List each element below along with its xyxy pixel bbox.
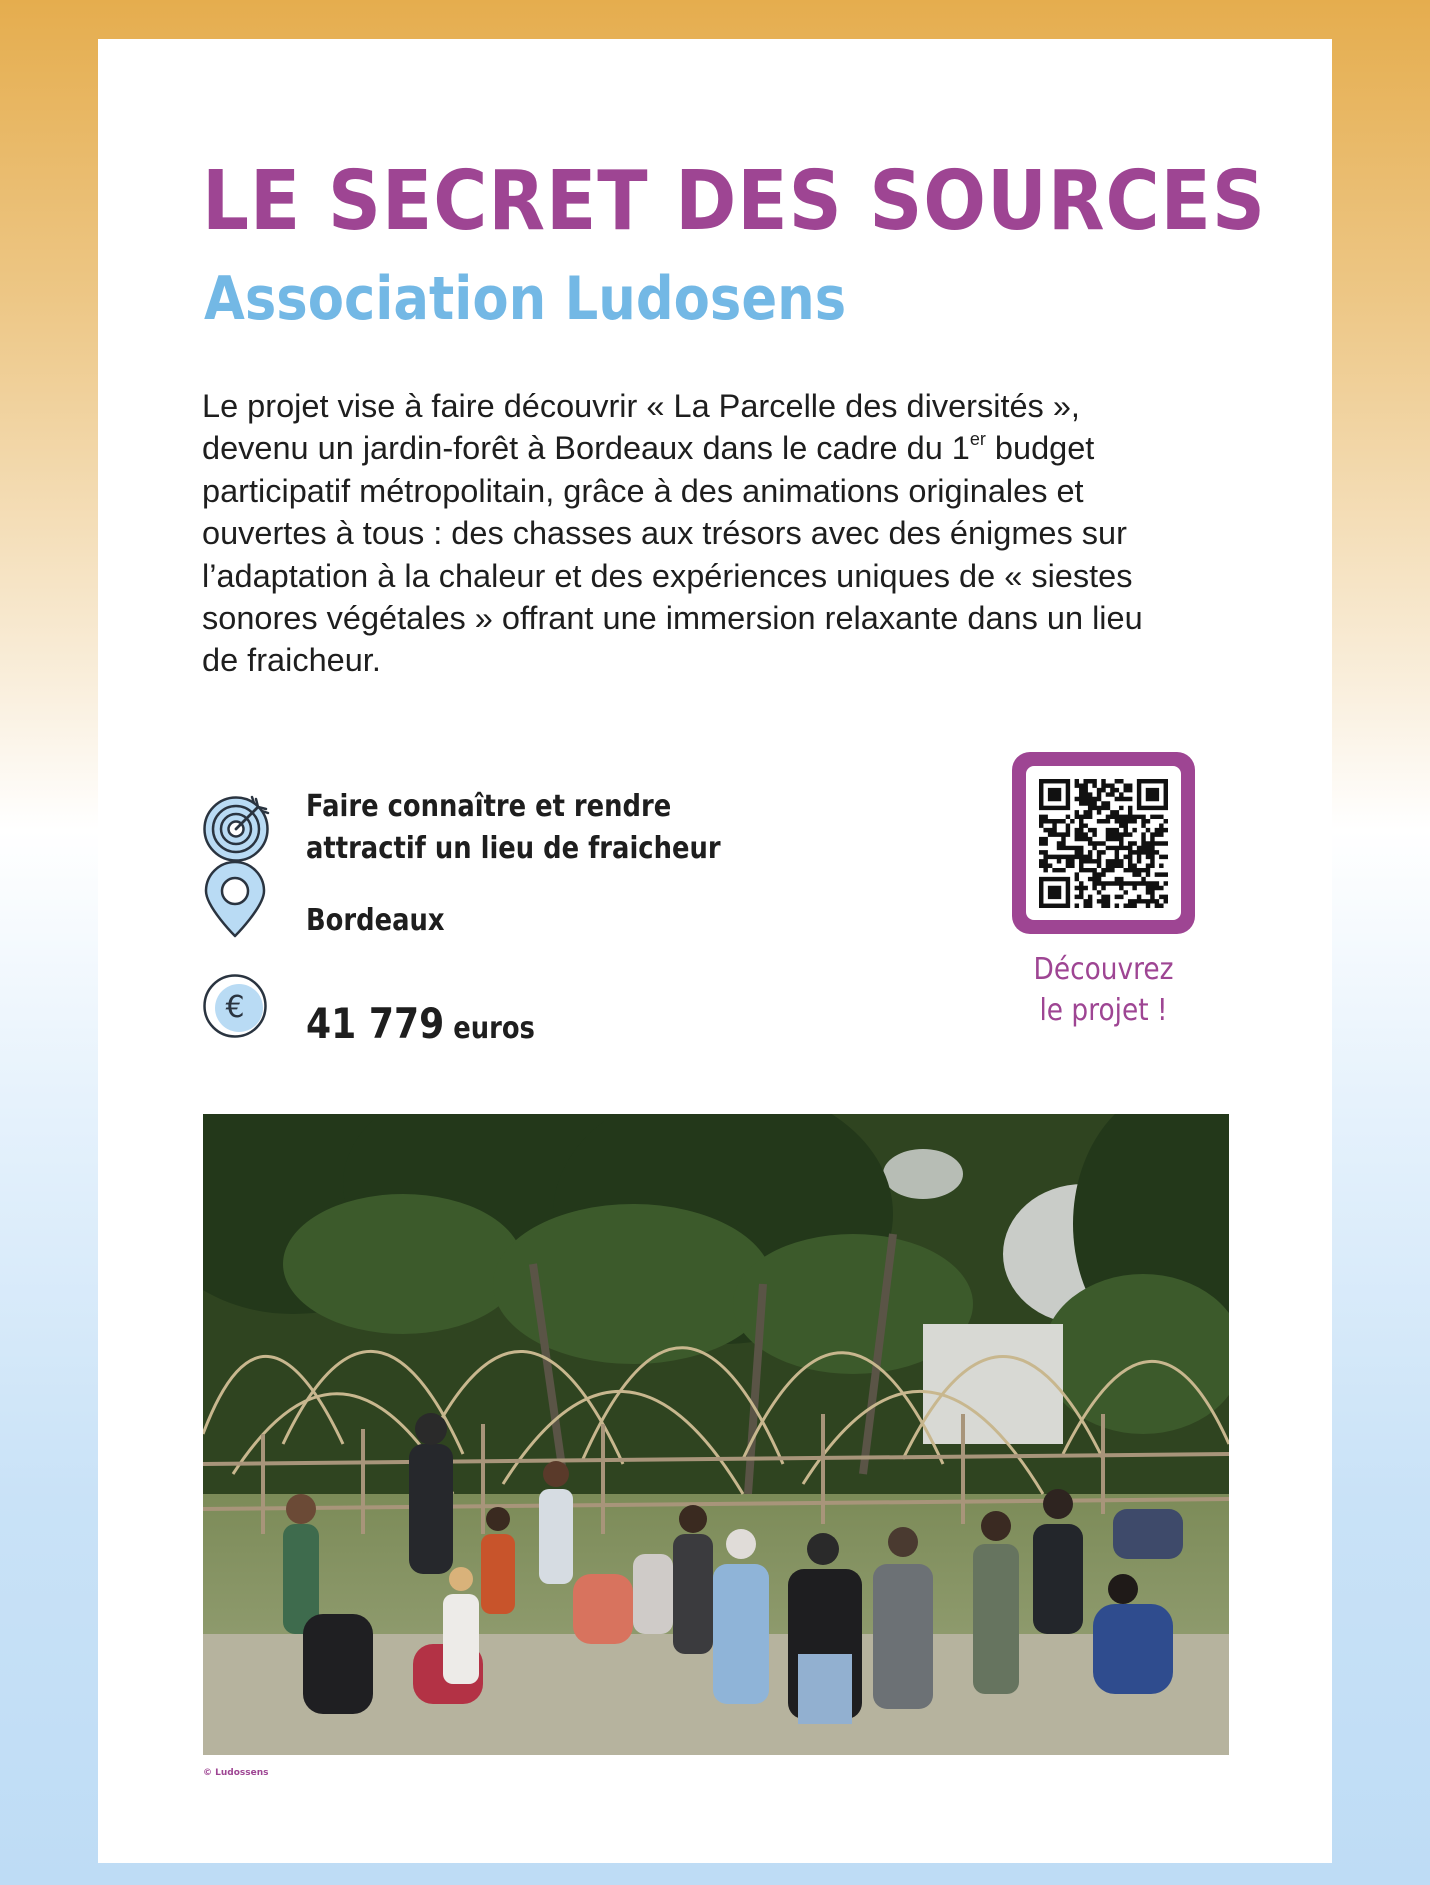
objective-text: [306, 786, 721, 870]
location-pin-icon: [202, 861, 268, 939]
project-description: [202, 385, 1182, 682]
target-icon: [202, 795, 270, 863]
qr-code[interactable]: [1026, 766, 1181, 920]
qr-caption-line-1: Découvrez: [1033, 952, 1174, 987]
amount-number: 41 779: [306, 999, 445, 1048]
description-part-1: Le projet vise à faire découvrir « La Parcelle des diversités », devenu un jardin-forêt à Bordeaux dans le cadre du 1: [202, 388, 1080, 467]
qr-code-pattern: [1039, 779, 1168, 908]
amount-unit: euros: [453, 1011, 535, 1046]
page-title: LE SECRET DES SOURCES: [202, 154, 1266, 249]
qr-finder-square: [1039, 877, 1070, 908]
objective-line-1: Faire connaître et rendre: [306, 789, 672, 824]
description-part-2: budget participatif métropolitain, grâce à des animations originales et ouvertes à tous : des chasses aux trésors avec des énigmes sur l’adaptation à la chaleur et des expériences uniques de « siestes sonores végétales » offrant une immersion relaxante dans un lieu de fraicheur.: [202, 430, 1143, 679]
amount-text: [306, 999, 535, 1050]
qr-finder-square: [1137, 779, 1168, 810]
location-text: Bordeaux: [306, 903, 445, 938]
objective-line-2: attractif un lieu de fraicheur: [306, 831, 721, 866]
photo-credit: © Ludossens: [203, 1768, 269, 1778]
qr-code-frame[interactable]: [1012, 752, 1195, 934]
euro-icon: [202, 973, 268, 1039]
garden-photo: [203, 1114, 1229, 1755]
poster-page: [98, 39, 1332, 1863]
ordinal-superscript: er: [969, 429, 986, 450]
qr-finder-square: [1039, 779, 1070, 810]
qr-caption-line-2: le projet !: [1039, 993, 1168, 1028]
association-name: Association Ludosens: [204, 264, 847, 334]
svg-text:€: €: [225, 990, 245, 1025]
qr-caption: [1023, 949, 1184, 1031]
